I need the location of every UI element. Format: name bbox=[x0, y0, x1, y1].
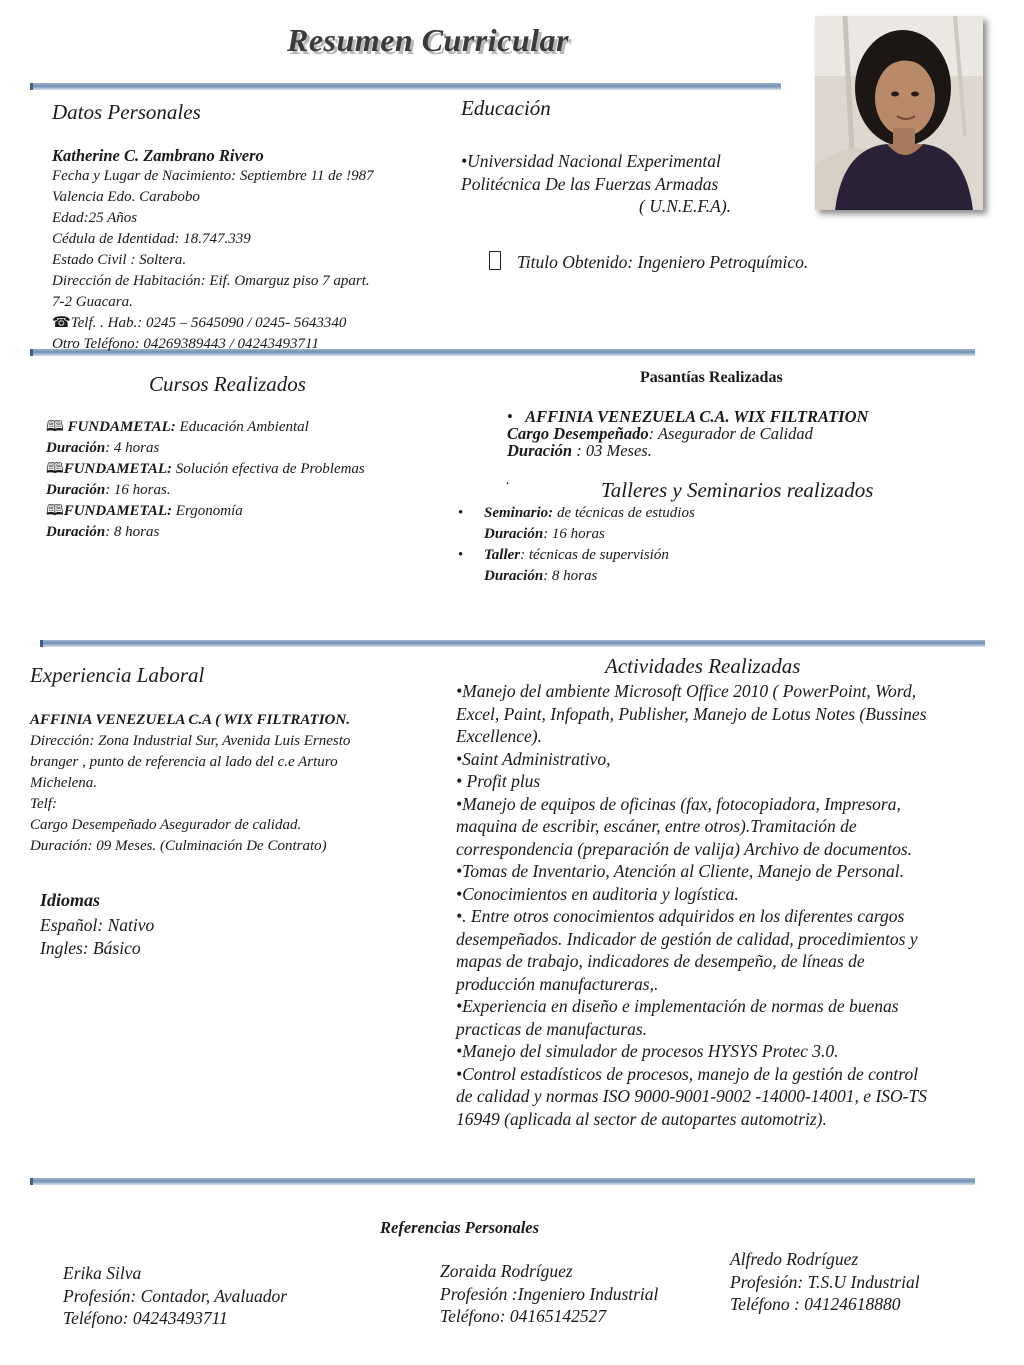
curso-duration: Duración: 8 horas bbox=[46, 524, 160, 540]
other-phone: Otro Teléfono: 04269389443 / 04243493711 bbox=[52, 336, 319, 352]
actividad-line: maquina de escribir, escáner, entre otros).Tramitación de bbox=[456, 816, 857, 836]
telephone-icon: ☎ bbox=[52, 315, 71, 331]
phone-text: Telf. . Hab.: 0245 – 5645090 / 0245- 5643340 bbox=[70, 315, 347, 331]
reference-profession: Profesión: Contador, Avaluador bbox=[63, 1285, 288, 1306]
actividad-line: •. Entre otros conocimientos adquiridos en los diferentes cargos bbox=[456, 906, 905, 926]
reference-card bbox=[730, 1248, 920, 1316]
datos-line: Fecha y Lugar de Nacimiento: Septiembre 11 de !987 bbox=[52, 168, 374, 184]
actividad-line: correspondencia (preparación de valija) Archivo de documentos. bbox=[456, 838, 913, 859]
referencias-heading: Referencias Personales bbox=[380, 1218, 540, 1237]
phone-line bbox=[52, 313, 374, 334]
curso-name: Educación Ambiental bbox=[179, 419, 309, 435]
experiencia-line: Duración: 09 Meses. (Culminación De Contrato) bbox=[30, 838, 327, 854]
actividad-line: •Manejo del ambiente Microsoft Office 2010 ( PowerPoint, Word, bbox=[456, 681, 917, 701]
actividad-line: • Profit plus bbox=[456, 771, 541, 791]
reference-name: Erika Silva bbox=[63, 1263, 142, 1283]
actividad-line: de calidad y normas ISO 9000-9001-9002 -14000-14001, e ISO-TS bbox=[456, 1086, 927, 1106]
curso-name: Solución efectiva de Problemas bbox=[175, 461, 365, 477]
actividad-line: •Control estadísticos de procesos, manejo de la gestión de control bbox=[456, 1063, 919, 1084]
curso-duration: Duración: 4 horas bbox=[46, 440, 160, 456]
talleres-list bbox=[458, 503, 695, 587]
profile-photo-image bbox=[815, 16, 983, 210]
actividad-line: desempeñados. Indicador de gestión de calidad, procedimientos y bbox=[456, 928, 918, 949]
taller-item: • Seminario: de técnicas de estudios bbox=[458, 505, 695, 521]
datos-personales-heading: Datos Personales bbox=[52, 100, 201, 124]
datos-line: 7-2 Guacara. bbox=[52, 294, 133, 310]
experiencia-block bbox=[30, 710, 350, 857]
datos-line: Cédula de Identidad: 18.747.339 bbox=[52, 231, 251, 247]
book-icon: 🕮 bbox=[46, 503, 64, 519]
reference-name: Zoraida Rodríguez bbox=[440, 1261, 573, 1281]
experiencia-line: Telf: bbox=[30, 796, 57, 812]
experiencia-company: AFFINIA VENEZUELA C.A ( WIX FILTRATION. bbox=[30, 712, 350, 728]
checkbox-icon bbox=[489, 251, 501, 270]
curso-org: FUNDAMETAL: bbox=[67, 419, 176, 435]
actividad-line: practicas de manufacturas. bbox=[456, 1018, 648, 1039]
actividad-line: •Conocimientos en auditoria y logística. bbox=[456, 883, 739, 904]
datos-line: Edad:25 Años bbox=[52, 210, 138, 226]
curso-duration: Duración: 16 horas. bbox=[46, 482, 171, 498]
cursos-heading: Cursos Realizados bbox=[149, 372, 306, 396]
actividad-line: •Manejo del simulador de procesos HYSYS Protec 3.0. bbox=[456, 1041, 839, 1061]
pasantia-company-row bbox=[507, 408, 868, 425]
curso-name: Ergonomía bbox=[175, 503, 243, 519]
university-acronym: ( U.N.E.F.A). bbox=[639, 196, 732, 216]
experiencia-line: Michelena. bbox=[30, 775, 98, 791]
pasantia-company: AFFINIA VENEZUELA C.A. WIX FILTRATION bbox=[525, 407, 869, 426]
datos-line: Dirección de Habitación: Eif. Omarguz piso 7 apart. bbox=[52, 273, 370, 289]
reference-phone: Teléfono : 04124618880 bbox=[730, 1294, 901, 1314]
title-obtained: Titulo Obtenido: Ingeniero Petroquímico. bbox=[517, 252, 809, 272]
reference-phone: Teléfono: 04243493711 bbox=[63, 1308, 228, 1328]
experiencia-line: branger , punto de referencia al lado del c.e Arturo bbox=[30, 754, 338, 770]
pasantias-heading: Pasantías Realizadas bbox=[640, 369, 783, 386]
reference-phone: Teléfono: 04165142527 bbox=[440, 1306, 607, 1326]
reference-card bbox=[63, 1262, 287, 1330]
pasantia-dot: . bbox=[506, 472, 510, 488]
book-icon: 🕮 bbox=[46, 419, 64, 435]
curso-org: FUNDAMETAL: bbox=[63, 461, 173, 477]
idiomas-heading: Idiomas bbox=[40, 890, 101, 910]
actividad-line: Excellence). bbox=[456, 726, 542, 746]
page-title: Resumen Curricular bbox=[287, 22, 569, 58]
actividad-line: 16949 (aplicada al sector de autopartes automotriz). bbox=[456, 1108, 827, 1129]
section-divider bbox=[30, 83, 781, 90]
section-divider bbox=[30, 1178, 975, 1185]
taller-duration: Duración: 8 horas bbox=[484, 568, 598, 584]
pasantia-entry bbox=[507, 408, 868, 459]
actividad-line: •Manejo de equipos de oficinas (fax, fotocopiadora, Impresora, bbox=[456, 793, 901, 814]
curso-item bbox=[46, 501, 365, 522]
curso-item bbox=[46, 417, 365, 438]
actividad-line: •Saint Administrativo, bbox=[456, 748, 611, 769]
title-obtained-row bbox=[489, 251, 808, 274]
actividades-heading: Actividades Realizadas bbox=[605, 654, 801, 678]
actividad-line: •Experiencia en diseño e implementación de normas de buenas bbox=[456, 996, 899, 1016]
pasantia-duracion: Duración : 03 Meses. bbox=[507, 441, 652, 460]
taller-item: • Taller: técnicas de supervisión bbox=[458, 547, 669, 563]
actividad-line: mapas de trabajo, indicadores de desempeño, de líneas de bbox=[456, 951, 865, 971]
book-icon: 🕮 bbox=[46, 461, 64, 477]
actividades-list bbox=[456, 680, 986, 1130]
experiencia-line: Cargo Desempeñado Asegurador de calidad. bbox=[30, 817, 302, 833]
taller-duration: Duración: 16 horas bbox=[484, 526, 605, 542]
datos-line: Estado Civil : Soltera. bbox=[52, 252, 187, 268]
reference-card bbox=[440, 1260, 658, 1328]
idioma-item: Español: Nativo bbox=[40, 915, 155, 935]
idiomas-list bbox=[40, 914, 154, 960]
talleres-heading: Talleres y Seminarios realizados bbox=[601, 478, 874, 502]
section-divider bbox=[40, 640, 985, 647]
university-line: Politécnica De las Fuerzas Armadas bbox=[461, 173, 719, 194]
datos-line: Valencia Edo. Carabobo bbox=[52, 189, 200, 205]
reference-profession: Profesión :Ingeniero Industrial bbox=[440, 1283, 659, 1304]
educacion-heading: Educación bbox=[461, 96, 551, 120]
experiencia-line: Dirección: Zona Industrial Sur, Avenida Luis Ernesto bbox=[30, 733, 351, 749]
candidate-name: Katherine C. Zambrano Rivero bbox=[52, 146, 264, 165]
actividad-line: producción manufactureras,. bbox=[456, 973, 659, 994]
pasantia-bullet: • bbox=[507, 407, 513, 426]
pasantia-cargo: Cargo Desempeñado: Asegurador de Calidad bbox=[507, 424, 813, 443]
profile-photo bbox=[815, 16, 983, 210]
university-line: •Universidad Nacional Experimental bbox=[461, 151, 721, 171]
idioma-item: Ingles: Básico bbox=[40, 938, 141, 958]
reference-name: Alfredo Rodríguez bbox=[730, 1249, 859, 1269]
datos-personales-block bbox=[52, 145, 374, 355]
actividad-line: •Tomas de Inventario, Atención al Cliente, Manejo de Personal. bbox=[456, 861, 904, 881]
reference-profession: Profesión: T.S.U Industrial bbox=[730, 1271, 920, 1292]
actividad-line: Excel, Paint, Infopath, Publisher, Manejo de Lotus Notes (Bussines bbox=[456, 703, 927, 724]
cursos-list bbox=[46, 417, 365, 543]
curso-item bbox=[46, 459, 365, 480]
curso-org: FUNDAMETAL: bbox=[63, 503, 173, 519]
university-block bbox=[461, 150, 791, 218]
experiencia-heading: Experiencia Laboral bbox=[30, 663, 205, 687]
